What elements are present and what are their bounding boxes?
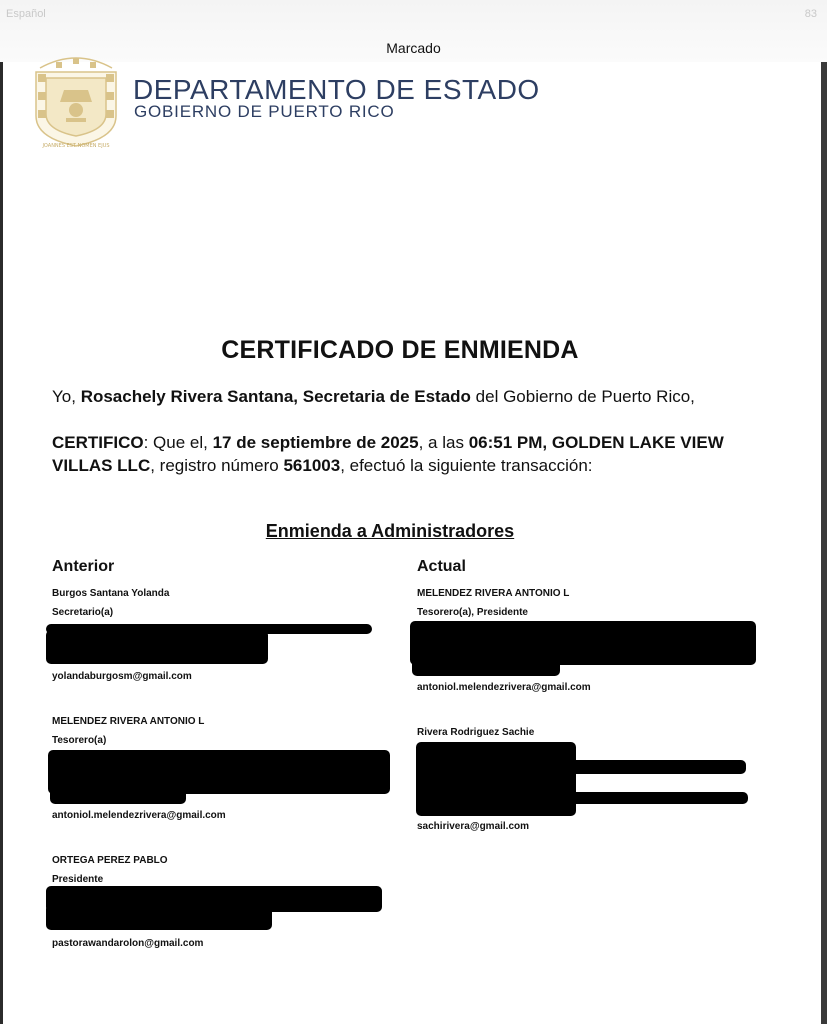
administrator-email: antoniol.melendezrivera@gmail.com bbox=[417, 682, 591, 693]
administrator-name: Burgos Santana Yolanda bbox=[52, 588, 170, 599]
redaction-bar bbox=[570, 792, 748, 804]
certifier-paragraph bbox=[52, 385, 752, 408]
administrator-role: Tesorero(a), Presidente bbox=[417, 607, 528, 618]
anterior-entry-1 bbox=[52, 587, 192, 682]
administrator-email: antoniol.melendezrivera@gmail.com bbox=[52, 810, 226, 821]
seal-motto: JOANNES EST NOMEN EJUS bbox=[42, 143, 110, 149]
redaction-bar bbox=[46, 904, 272, 930]
anterior-entry-3 bbox=[52, 854, 204, 949]
department-title: DEPARTAMENTO DE ESTADO bbox=[133, 74, 540, 105]
administrator-role: Presidente bbox=[52, 874, 104, 885]
text-transaction: , efectuó la siguiente transacción: bbox=[340, 456, 593, 475]
administrator-name: MELENDEZ RIVERA ANTONIO L bbox=[52, 716, 205, 727]
text-registro: , registro número bbox=[150, 456, 284, 475]
certificate-title: CERTIFICADO DE ENMIENDA bbox=[221, 336, 579, 364]
actual-entry-1 bbox=[417, 587, 591, 693]
nav-title: Marcado bbox=[386, 40, 441, 56]
administrator-name: MELENDEZ RIVERA ANTONIO L bbox=[417, 588, 570, 599]
status-bar-left: Español bbox=[6, 8, 46, 20]
certification-paragraph bbox=[52, 431, 752, 477]
administrator-email: pastorawandarolon@gmail.com bbox=[52, 938, 204, 949]
redaction-bar bbox=[412, 650, 560, 676]
administrator-role: Tesorero(a) bbox=[52, 735, 107, 746]
administrator-email: yolandaburgosm@gmail.com bbox=[52, 671, 192, 682]
secretary-name: Rosachely Rivera Santana, Secretaria de Estado bbox=[80, 387, 471, 406]
column-anterior-heading: Anterior bbox=[52, 558, 115, 575]
government-subtitle: GOBIERNO DE PUERTO RICO bbox=[134, 102, 395, 121]
redaction-bar bbox=[50, 788, 186, 804]
window-frame-right bbox=[821, 0, 827, 1024]
text-yo: Yo, bbox=[52, 387, 81, 406]
anterior-entry-2 bbox=[52, 715, 226, 821]
top-bar bbox=[0, 0, 827, 62]
text-government: del Gobierno de Puerto Rico, bbox=[470, 387, 695, 406]
administrator-name: ORTEGA PEREZ PABLO bbox=[52, 855, 168, 866]
column-actual-heading: Actual bbox=[417, 558, 466, 575]
status-bar-right: 83 bbox=[804, 8, 817, 20]
redaction-bar bbox=[570, 760, 746, 774]
transaction-date: 17 de septiembre de 2025 bbox=[212, 433, 419, 452]
amendment-title: Enmienda a Administradores bbox=[265, 521, 515, 541]
administrator-email: sachirivera@gmail.com bbox=[417, 821, 530, 832]
administrator-role: Secretario(a) bbox=[52, 607, 114, 618]
administrator-name: Rivera Rodriguez Sachie bbox=[417, 727, 535, 738]
window-frame-left bbox=[0, 0, 3, 1024]
time-and-company: 06:51 PM, GOLDEN LAKE VIEW VILLAS LLC bbox=[52, 433, 724, 475]
registry-number: 561003 bbox=[283, 456, 341, 475]
text-a-las: , a las bbox=[418, 433, 469, 452]
redaction-bar bbox=[46, 630, 268, 664]
text-que: : Que el, bbox=[143, 433, 213, 452]
redaction-bar bbox=[416, 742, 576, 816]
department-seal-icon bbox=[30, 46, 122, 150]
text-certifico: CERTIFICO bbox=[52, 433, 144, 452]
